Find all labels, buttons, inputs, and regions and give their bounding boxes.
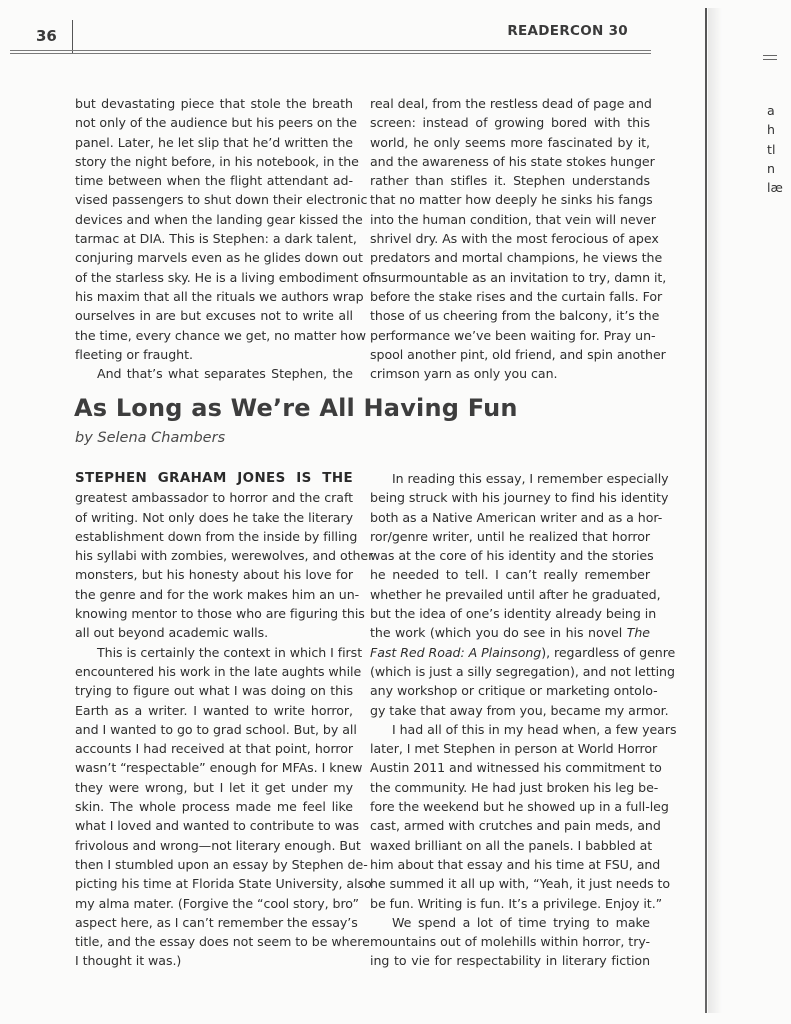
text-line: waxed brilliant on all the panels. I babbled at [370,837,653,853]
text-line: accounts I had received at that point, horror [75,741,353,757]
text-line: time between when the flight attendant ad- [75,173,353,189]
lead-in-caps: STEPHEN GRAHAM JONES IS THE [75,471,353,486]
text-line: encountered his work in the late aughts while [75,663,362,679]
text-line: the time, every chance we get, no matter how [75,327,366,343]
text-line: Austin 2011 and witnessed his commitment to [370,760,662,776]
text-line: his maxim that all the rituals we authors wrap [75,288,364,304]
text-line: that no matter how deeply he sinks his fangs [370,192,653,208]
page-number-divider [72,20,73,53]
text-line: trying to figure out what I was doing on this [75,683,353,699]
text-line: mountains out of molehills within horror, try- [370,934,650,950]
text-line: real deal, from the restless dead of page and [370,96,652,111]
text-line: of writing. Not only does he take the literary [75,509,353,525]
text-line: (which is just a silly segregation), and not letting [370,663,675,679]
text-line: both as a Native American writer and as a hor- [370,509,663,525]
text-line: We spend a lot of time trying to make [392,914,650,930]
text-line: his syllabi with zombies, werewolves, and other [75,548,374,564]
text-line: all out beyond academic walls. [75,625,269,641]
text-line: predators and mortal champions, he views the [370,250,663,266]
text-line: and I wanted to go to grad school. But, by all [75,721,357,737]
text-line: he summed it all up with, “Yeah, it just needs to [370,876,671,892]
text-line: devices and when the landing gear kissed the [75,211,363,227]
text-line: shrivel dry. As with the most ferocious of apex [370,231,659,247]
text-fragment: h [767,122,775,138]
text-line: picting his time at Florida State University, also [75,876,372,892]
text-line: wasn’t “respectable” enough for MFAs. I knew [75,760,363,776]
text-line: insurmountable as an invitation to try, damn it, [370,269,667,285]
text-line: he needed to tell. I can’t really remember [370,567,650,583]
gutter-shadow [708,8,722,1013]
facing-page-text-fragment [767,101,783,197]
text-fragment: læ [767,180,783,196]
text-fragment: a [767,103,775,118]
text-line: not only of the audience but his peers on the [75,115,357,131]
text-line: ing to vie for respectability in literary fiction [370,953,650,969]
text-line: they were wrong, but I let it get under my [75,779,353,795]
novel-title-end: Fast Red Road: A Plainsong [370,644,542,660]
text-line: gy take that away from you, became my armor. [370,702,669,718]
text-line: was at the core of his identity and the stories [370,548,654,564]
text-line: establishment down from the inside by filling [75,528,358,544]
text-fragment: the work (which you do see in his novel [370,625,623,641]
top-left-column [75,94,375,383]
text-line: what I loved and wanted to contribute to was [75,818,360,834]
text-line: performance we’ve been waiting for. Pray un- [370,327,656,343]
text-line: be fun. Writing is fun. It’s a privilege. Enjoy it.” [370,895,663,911]
text-line: fore the weekend but he showed up in a full-leg [370,799,669,815]
text-line: skin. The whole process made me feel like [75,799,353,815]
novel-title-start: The [626,625,650,641]
text-line: panel. Later, he let slip that he’d written the [75,134,353,150]
text-line: cast, armed with crutches and pain meds, and [370,818,661,834]
text-line: knowing mentor to those who are figuring this [75,606,365,622]
facing-page-rule [763,55,777,56]
article-left-column [75,469,374,971]
text-line: conjuring marvels even as he glides down out [75,250,363,266]
top-right-column [370,94,667,383]
text-line: This is certainly the context in which I first [97,644,363,660]
text-line: I had all of this in my head when, a few years [392,721,677,737]
text-line: And that’s what separates Stephen, the [97,366,353,382]
text-line: ror/genre writer, until he realized that horror [370,528,650,544]
text-line: crimson yarn as only you can. [370,366,558,382]
text-line: monsters, but his honesty about his love for [75,567,353,583]
text-line: screen: instead of growing bored with this [370,115,650,131]
text-line-with-title [370,623,650,642]
running-head: READERCON 30 [507,23,628,39]
page-number: 36 [36,27,57,45]
text-line: any workshop or critique or marketing ontolo- [370,683,658,699]
facing-page-rule [763,59,777,60]
text-line: my alma mater. (Forgive the “cool story, bro” [75,895,359,911]
text-line: frivolous and wrong—not literary enough. But [75,837,361,853]
header-rule-top [10,50,651,51]
text-line: before the stake rises and the curtain falls. For [370,288,663,304]
text-line: the community. He had just broken his leg be- [370,779,659,795]
text-line: greatest ambassador to horror and the craft [75,490,353,506]
text-line: the genre and for the work makes him an un- [75,586,360,602]
text-line: him about that essay and his time at FSU, and [370,856,661,872]
text-line: later, I met Stephen in person at World Horror [370,741,658,757]
text-line: I thought it was.) [75,953,182,969]
text-line: but the idea of one’s identity already being in [370,606,657,622]
text-line: whether he prevailed until after he graduated, [370,586,661,602]
text-line: then I stumbled upon an essay by Stephen de- [75,856,368,872]
text-line: In reading this essay, I remember especially [392,471,669,486]
text-line: being struck with his journey to find his identity [370,490,669,506]
text-line: vised passengers to shut down their electronic [75,192,368,208]
text-line-with-title [370,643,676,662]
text-fragment: tl [767,141,776,157]
text-line: spool another pint, old friend, and spin another [370,346,666,362]
header-rule-bottom [10,53,651,54]
text-line: ourselves in are but excuses not to write all [75,308,353,324]
text-line: of the starless sky. He is a living embodiment of [75,269,375,285]
text-line: fleeting or fraught. [75,346,193,362]
text-line: rather than stifles it. Stephen understands [370,173,650,189]
text-fragment: ), regardless of genre [541,644,676,660]
text-line: into the human condition, that vein will never [370,211,656,227]
text-line: world, he only seems more fascinated by it, [370,134,650,150]
text-line: Earth as a writer. I wanted to write horror, [75,702,353,718]
article-byline: by Selena Chambers [75,430,226,446]
article-title: As Long as We’re All Having Fun [74,394,518,422]
text-line: aspect here, as I can’t remember the essay’s [75,914,358,930]
text-line: tarmac at DIA. This is Stephen: a dark talent, [75,231,357,247]
text-fragment: n [767,160,775,176]
article-right-column [370,469,677,971]
text-line: title, and the essay does not seem to be where [75,934,370,950]
text-line: story the night before, in his notebook, in the [75,153,359,169]
book-gutter [705,8,707,1013]
text-line: and the awareness of his state stokes hunger [370,153,655,169]
text-line: but devastating piece that stole the breath [75,96,353,111]
text-line: those of us cheering from the balcony, it’s the [370,308,660,324]
